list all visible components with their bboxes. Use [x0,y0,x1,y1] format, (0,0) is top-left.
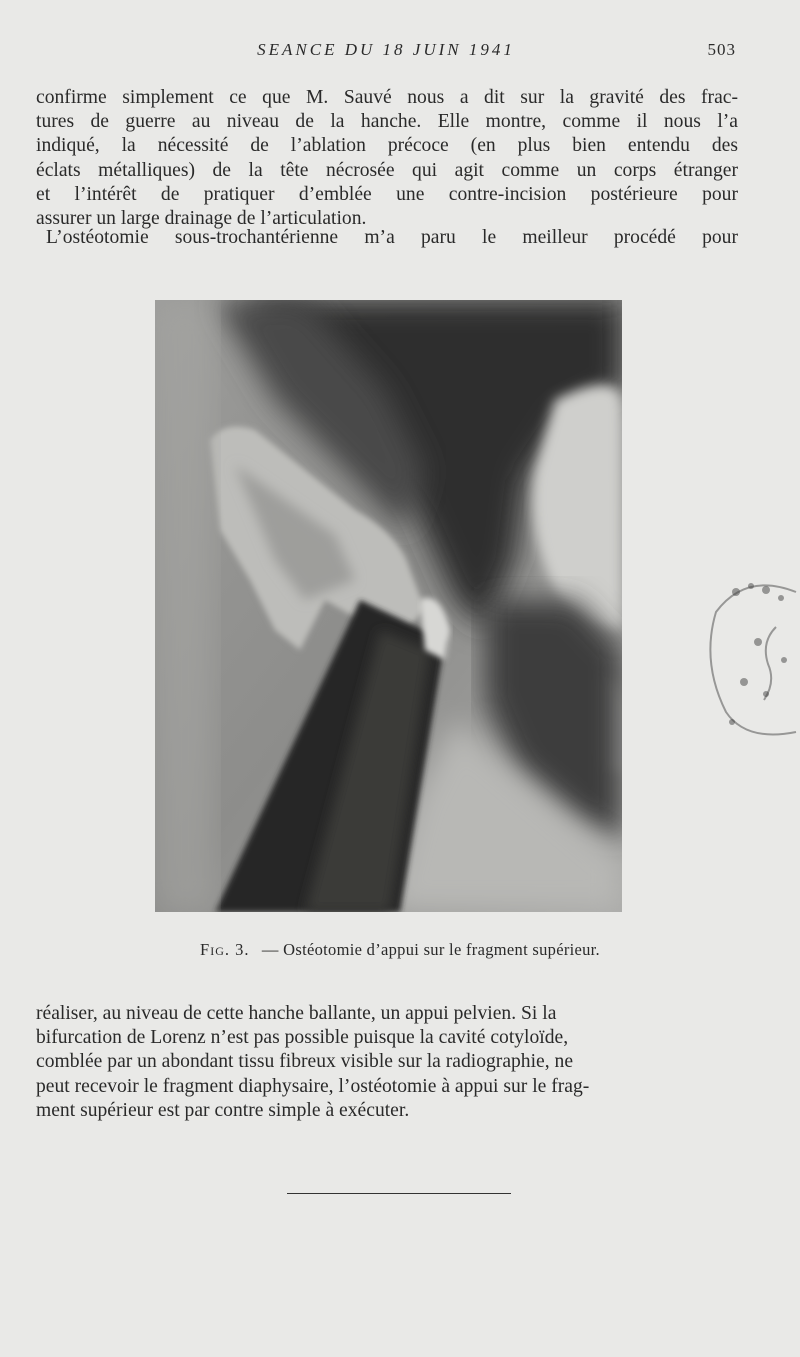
page-header [36,40,736,64]
caption-text: — Ostéotomie d’appui sur le fragment supérieur. [261,940,600,959]
paragraph-2 [36,226,738,250]
text-line: bifurcation de Lorenz n’est pas possible puisque la cavité cotyloïde, [36,1027,569,1049]
figure-caption [0,940,800,960]
text-line: L’ostéotomie sous-trochantérienne m’a paru le meilleur procédé pour [46,227,738,248]
figure-label: Fig. 3. [200,940,250,959]
text-line: ment supérieur est par contre simple à exécuter. [36,1099,410,1121]
text-line: et l’intérêt de pratiquer d’emblée une contre-incision postérieure pour [36,183,738,205]
text-line: confirme simplement ce que M. Sauvé nous a dit sur la gravité des frac- [36,87,738,108]
end-rule [287,1193,511,1194]
radiograph-image [155,300,622,912]
text-line: peut recevoir le fragment diaphysaire, l’ostéotomie à appui sur le frag- [36,1075,590,1097]
paragraph-1 [36,86,738,231]
text-line: tures de guerre au niveau de la hanche. Elle montre, comme il nous l’a [36,111,738,133]
paragraph-3 [36,1002,738,1123]
text-line: assurer un large drainage de l’articulation. [36,208,367,230]
text-line: réaliser, au niveau de cette hanche ballante, un appui pelvien. Si la [36,1003,557,1024]
text-line: comblée par un abondant tissu fibreux visible sur la radiographie, ne [36,1051,574,1073]
running-title: SEANCE DU 18 JUIN 1941 [257,40,515,59]
radiograph-figure [155,300,622,912]
library-stamp-icon [706,572,800,748]
text-line: éclats métalliques) de la tête nécrosée qui agit comme un corps étranger [36,159,738,181]
text-line: indiqué, la nécessité de l’ablation précoce (en plus bien entendu des [36,135,738,157]
page-number: 503 [707,40,736,59]
